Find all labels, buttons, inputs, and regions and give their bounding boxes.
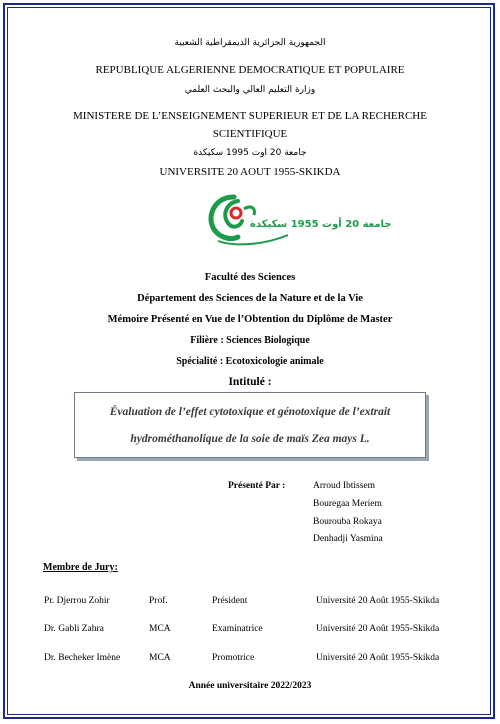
- logo-text: جامعة 20 أوت 1955 سكيكدة: [250, 219, 392, 230]
- jury-member-name: Pr. Djerrou Zohir: [44, 596, 110, 606]
- jury-member-role: Président: [212, 596, 248, 606]
- jury-member-name: Dr. Becheker Imène: [44, 653, 121, 663]
- faculty-name: Faculté des Sciences: [204, 272, 296, 283]
- filiere-line: Filière : Sciences Biologique: [190, 335, 310, 346]
- jury-heading: Membre de Jury:: [43, 562, 118, 573]
- student-name: Bourouba Rokaya: [313, 517, 382, 527]
- intitule-label: Intitulé :: [228, 376, 272, 388]
- jury-member-role: Promotrice: [212, 653, 255, 663]
- presented-by-label: Présenté Par :: [228, 481, 286, 491]
- jury-member-grade: Prof.: [149, 596, 168, 606]
- specialite-line: Spécialité : Ecotoxicologie animale: [176, 356, 324, 367]
- jury-member-role: Examinatrice: [212, 624, 263, 634]
- jury-member-institution: Université 20 Août 1955-Skikda: [316, 624, 440, 634]
- jury-member-institution: Université 20 Août 1955-Skikda: [316, 653, 440, 663]
- thesis-title-line1: Évaluation de l’effet cytotoxique et génotoxique de l’extrait: [109, 406, 391, 418]
- department-name: Département des Sciences de la Nature et de la Vie: [137, 293, 363, 304]
- academic-year: Année universitaire 2022/2023: [188, 681, 312, 691]
- student-name: Arroud Ibtissem: [313, 481, 376, 491]
- student-name: Denhadji Yasmina: [313, 534, 383, 544]
- thesis-title-box: [74, 392, 426, 458]
- student-name: Bouregaa Meriem: [313, 499, 382, 509]
- jury-member-name: Dr. Gabli Zahra: [44, 624, 104, 634]
- arabic-university-text: جامعة 20 اوت 1995 سكيكدة: [193, 148, 307, 158]
- jury-member-grade: MCA: [149, 624, 171, 634]
- ministry-title-line2: SCIENTIFIQUE: [212, 128, 288, 140]
- jury-member-institution: Université 20 Août 1955-Skikda: [316, 596, 440, 606]
- arabic-ministry-text: وزارة التعليم العالي والبحث العلمي: [184, 85, 316, 95]
- thesis-title-line2: hydrométhanolique de la soie de maïs Zea mays L.: [130, 433, 370, 445]
- jury-member-grade: MCA: [149, 653, 171, 663]
- ministry-title-line1: MINISTERE DE L’ENSEIGNEMENT SUPERIEUR ET DE LA RECHERCHE: [73, 110, 427, 122]
- republic-title: REPUBLIQUE ALGERIENNE DEMOCRATIQUE ET POPULAIRE: [95, 64, 405, 76]
- university-title: UNIVERSITE 20 AOUT 1955-SKIKDA: [159, 166, 341, 178]
- arabic-republic-text: الجمهورية الجزائرية الديمقراطية الشعبية: [174, 38, 326, 48]
- memoire-statement: Mémoire Présenté en Vue de l’Obtention du Diplôme de Master: [107, 314, 393, 325]
- university-logo: [204, 191, 392, 249]
